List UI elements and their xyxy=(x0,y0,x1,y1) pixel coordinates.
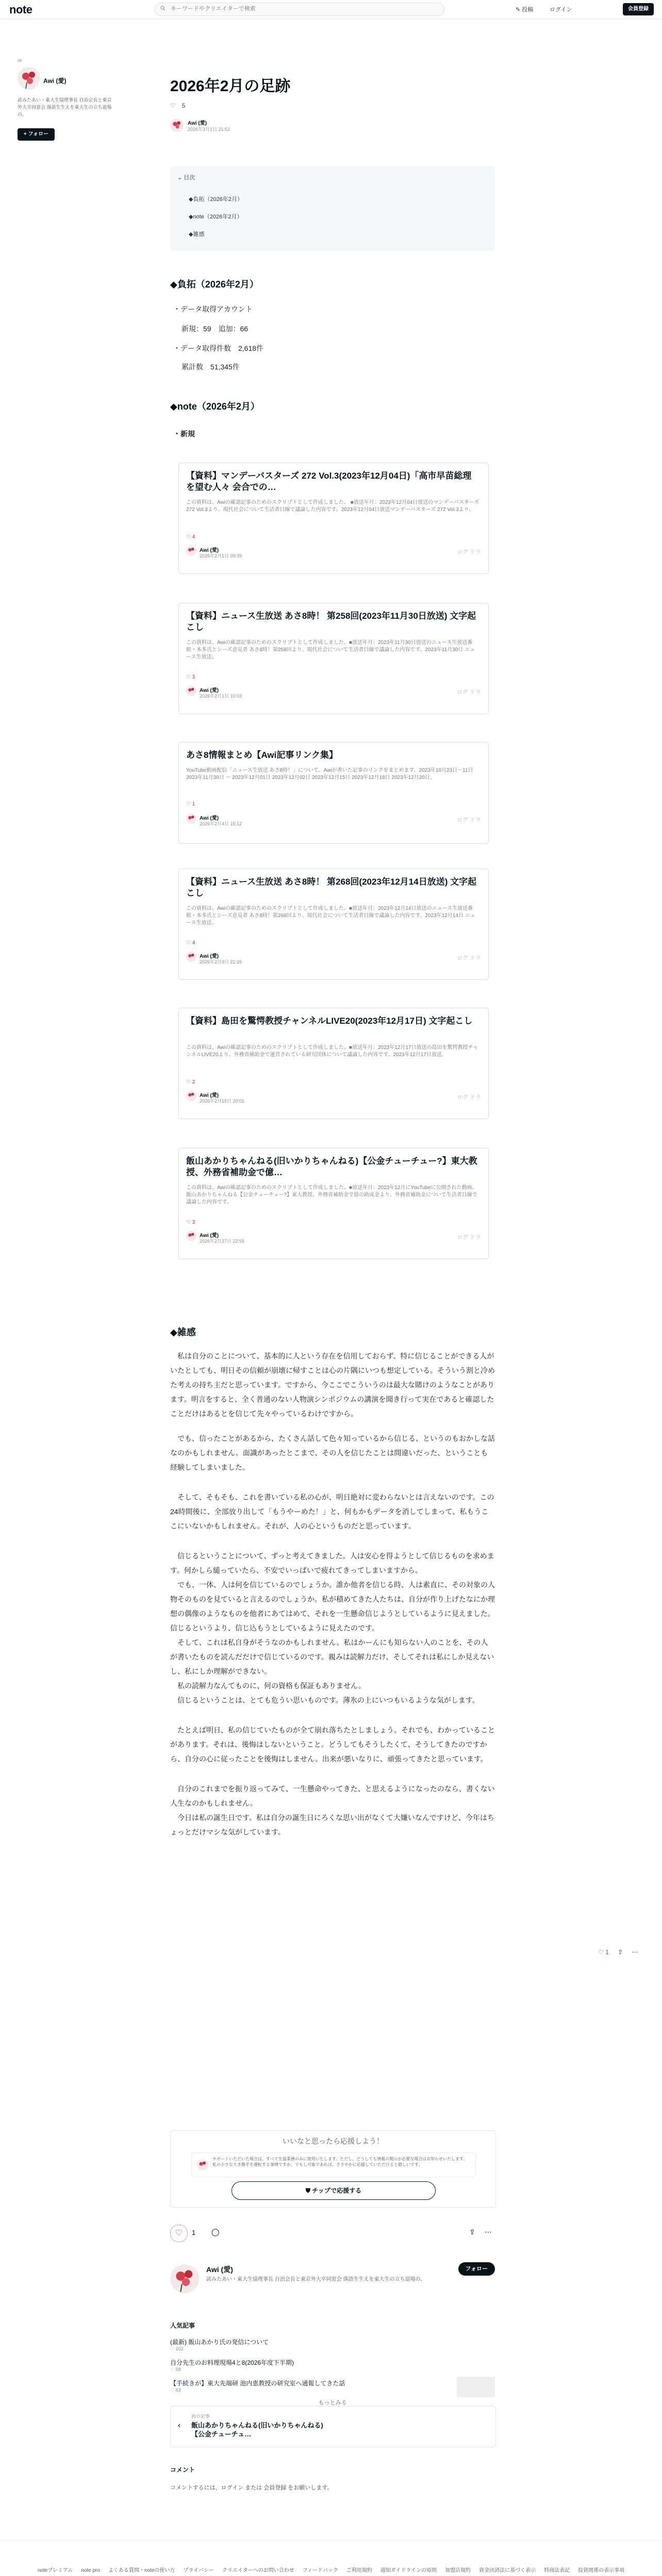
gift-icon: ⛊ xyxy=(305,2187,312,2194)
stat-line: 新規：59 追加：66 xyxy=(181,325,249,333)
like-count-top[interactable]: ♡ 5 xyxy=(170,102,186,109)
follow-button[interactable]: + フォロー xyxy=(18,128,55,141)
login-button[interactable]: ログイン xyxy=(550,7,572,13)
card-date: 2026年2月27日 22:55 xyxy=(200,1239,245,1244)
toc-item[interactable]: ◆雑感 xyxy=(189,231,205,238)
sidebar xyxy=(18,57,131,137)
comments-heading: コメント xyxy=(170,2466,195,2473)
author-avatar[interactable] xyxy=(18,67,40,90)
article-body xyxy=(170,1349,495,1850)
more-icon[interactable]: ⋯ xyxy=(632,1948,638,1956)
heart-icon: ♡ xyxy=(170,102,176,109)
share-icon[interactable]: ⇪ xyxy=(469,2228,475,2236)
heart-icon: ♡ xyxy=(186,1219,191,1225)
paragraph: 信じるということについて、ずっと考えてきました。人は安心を得ようとして信じるものを求めます。何かしら縋っていたら、不安でいっぱいで疲れてきってしまいますから。 でも、一体、人は何を信じているのでしょうか。誰か他者を信じる時、人は素直に、その対象の人物そのものを見ていると言えるのでしょうか。私が積めてきた人たちは、自分が作り上げたなにか理想の偶像のようなものを他者にあてはめて、それを一生懸命信じようとしているように見えました。信じるというより、信じ込もうとしているように見えたのです。 そして、これは私自身がそうなのかもしれません。私はかーんにも知らない人のことを、その人が書いたものを読んだだけで信じているのです。親みは読解力だけ、そしてそれは私にしか見えないし、私にしか理解ができない。 私の読解力なんてものに、何の資格も保証もありません。 信じるということは、とても危うい思いものです。薄氷の上にいつもいるような気がします。 xyxy=(170,1552,495,1704)
card-author: Awi (愛) xyxy=(200,1093,219,1098)
popular-title: (最新) 飯山あかり氏の発信について xyxy=(170,2338,269,2346)
card-tag: ログ ドラ xyxy=(456,1094,481,1100)
article-title: 2026年2月の足跡 xyxy=(170,78,291,95)
author-avatar-small xyxy=(170,118,184,132)
card-tag: ログ ドラ xyxy=(456,549,481,555)
footer-link[interactable]: note pro xyxy=(81,2568,100,2573)
author-bio: 読みたあい・東大生協理事長 自治会長と東京外大卒同窓会 落語生生えを東大生の立ち退場の。 xyxy=(18,97,112,117)
footer-link[interactable]: ご利用規約 xyxy=(346,2568,372,2573)
plus-icon: + xyxy=(24,131,28,137)
heart-icon: ♡ xyxy=(186,674,191,680)
card-title: 【資料】マンデーバスターズ 272 Vol.3(2023年12月04日)「高市早苗総理を望む人々 会合での… xyxy=(186,471,472,492)
footer-link[interactable]: 資金決済法に基づく表示 xyxy=(479,2568,536,2573)
post-button[interactable]: ✎ 投稿 xyxy=(516,7,534,13)
card-title: あさ8情報まとめ【Awi記事リンク集】 xyxy=(186,750,338,760)
paragraph: でも、信ったことがあるから、たくさん話して色々知っているから信じる、というのもおかしな話なのかもしれません。面識があったとこまで、その人を信じたことは間違いだった、ということも経験してしまいました。 xyxy=(170,1434,495,1471)
card-tag: ログ ドラ xyxy=(456,817,481,823)
toc-heading[interactable]: ⌄ 目次 xyxy=(177,175,195,181)
heart-icon: ♡ xyxy=(186,534,191,540)
popular-title: 【手続きが】東大先端研 池内恵教授の研究室へ通報してきた話 xyxy=(170,2380,345,2387)
card-date: 2026年2月1日 10:03 xyxy=(200,693,242,699)
card-desc: YouTube動画配信「ニュース生放送 あさ8時！」について、Awiが書いた記事のリンクをまとめます。2023年10月23日～11日 2023年11月30日 ～ 2023年12月01日 2023年12月02日 2023年12月15日 2023年12月18日 2023年12月20日。 xyxy=(186,768,473,781)
card-author: Awi (愛) xyxy=(200,1233,219,1239)
tip-caption: いいなと思ったら応援しよう！ xyxy=(283,2137,384,2145)
section-heading: ◆雑感 xyxy=(170,1327,196,1337)
stat-line: 累計数 51,345件 xyxy=(181,363,240,371)
heart-icon: ♡ xyxy=(186,1079,191,1085)
footer-link[interactable]: フィードバック xyxy=(302,2568,338,2573)
share-icon[interactable]: ⇪ xyxy=(618,1948,623,1956)
popular-heading: 人気記事 xyxy=(170,2322,195,2329)
heart-icon: ♡ xyxy=(175,2229,183,2238)
site-footer xyxy=(0,2540,662,2576)
card-desc: この資料は、Awiの確認記事のためのスクリプトとして作成しました。■放送年月：2023年11月30日放送のニュース生放送番組・本多氏とシーズ意見者 あさ8時！第258回より、現代社会について生活者目線で議論した内容です。2023年11月30日 ニュース生放送。 xyxy=(186,640,475,660)
comments-section xyxy=(170,2465,495,2492)
search-box[interactable] xyxy=(155,3,444,16)
card-desc: この資料は、Awiの確認記事のためのスクリプトとして作成しました。 ■放送年月：2023年12月04日放送のマンデーバスターズ 272 Vol.3より、現代社会について生活者目線で議論した内容です。2023年12月04日放送マンデーバスターズ 272 Vol.3より。 xyxy=(186,500,479,513)
author-name-small: Awi (愛) xyxy=(188,121,207,126)
popular-item[interactable] xyxy=(170,2337,495,2352)
floating-actions xyxy=(598,1948,638,1956)
footer-link[interactable]: noteプレミアム xyxy=(37,2568,73,2573)
heart-icon: ♡ xyxy=(186,940,191,946)
section-heading: ◆負拓（2026年2月） xyxy=(170,279,259,290)
card-avatar xyxy=(186,952,196,962)
tip-avatar xyxy=(197,2159,208,2171)
footer-link[interactable]: 特商法表記 xyxy=(544,2568,570,2573)
card-title: 【資料】ニュース生放送 あさ8時！ 第258回(2023年11月30日放送) 文字起こし xyxy=(186,611,476,632)
card-likes: ♡ 1 xyxy=(186,801,195,807)
footer-link[interactable]: 加盟店規約 xyxy=(445,2568,471,2573)
embed-card[interactable] xyxy=(178,1148,489,1259)
search-icon xyxy=(160,6,166,11)
card-tag: ログ ドラ xyxy=(456,1234,481,1241)
card-likes: ♡ 3 xyxy=(186,674,195,680)
embed-card[interactable] xyxy=(178,742,489,844)
popular-articles xyxy=(170,2321,495,2406)
prev-label: 前の記事 xyxy=(191,2414,210,2419)
more-link[interactable]: もっとみる xyxy=(318,2400,347,2406)
author-card-bio: 読みたあい・東大生協理事長 自治会長と東京外大卒同窓会 落語生生えを東大生の立ち退場の。 xyxy=(206,2277,426,2282)
popular-thumbnail xyxy=(457,2377,495,2397)
popular-likes: ♡ 58 xyxy=(170,2367,181,2372)
heart-icon: ♡ xyxy=(186,801,191,807)
prev-article[interactable] xyxy=(170,2406,496,2447)
embed-card[interactable] xyxy=(178,463,489,574)
section-heading: ◆note（2026年2月） xyxy=(170,401,260,412)
card-title: 【資料】ニュース生放送 あさ8時！ 第268回(2023年12月14日放送) 文字起こし xyxy=(186,877,477,898)
footer-links xyxy=(15,2566,647,2575)
popular-title: 自分先生のお料理現場4と8(2026年度下半期) xyxy=(170,2359,294,2366)
author-card-name[interactable]: Awi (愛) xyxy=(206,2265,233,2274)
prev-title: 飯山あかりちゃんねる(旧いかりちゃんねる)【公金チューチュ… xyxy=(191,2421,323,2438)
card-date: 2026年2月1日 09:39 xyxy=(200,553,242,558)
embed-card[interactable] xyxy=(178,869,489,980)
author-avatar-large[interactable] xyxy=(170,2264,199,2293)
popular-item[interactable] xyxy=(170,2358,495,2372)
footer-link[interactable]: 投資関係の表示事項 xyxy=(578,2568,625,2573)
toc-item[interactable]: ◆負拓（2026年2月） xyxy=(189,196,243,202)
card-date: 2026年2月4日 15:12 xyxy=(200,821,242,826)
magazine-icon: ∞ xyxy=(18,57,22,64)
reaction-bar xyxy=(170,2225,495,2245)
table-of-contents xyxy=(170,166,495,251)
embed-card[interactable] xyxy=(178,603,489,714)
tip-box xyxy=(170,2130,496,2208)
card-desc: この資料は、Awiの確認記事のためのスクリプトとして作成しました。■放送年月：2023年12月にYouTubeに公開された動画、飯山あかりちゃんねる【公金チューチュー?】東大教授、外務省補助金で億の助成金より、外務省補助金について生活者目線で議論した内容です。 xyxy=(186,1185,477,1205)
popular-item[interactable] xyxy=(170,2379,495,2393)
card-avatar xyxy=(186,814,196,824)
card-title: 飯山あかりちゃんねる(旧いかりちゃんねる)【公金チューチュー?】東大教授、外務省補助金で億… xyxy=(186,1156,477,1177)
card-desc: この資料は、Awiの確認記事のためのスクリプトとして作成しました。■放送年月：2023年12月14日放送のニュース生放送番組・本多氏とシーズ意見者 あさ8時！第268回より、現代社会について生活者目線で議論した内容です。2023年12月14日 ニュース生放送。 xyxy=(186,906,475,926)
embed-card[interactable] xyxy=(178,1008,489,1119)
toc-item[interactable]: ◆note（2026年2月） xyxy=(189,214,243,220)
card-tag: ログ ドラ xyxy=(456,689,481,696)
card-avatar xyxy=(186,1231,196,1241)
follow-button-bottom[interactable]: フォロー xyxy=(458,2262,495,2276)
card-title: 【資料】島田を驚愕教授チャンネルLIVE20(2023年12月17日) 文字起こし xyxy=(186,1016,473,1026)
footer-link[interactable]: プライバシー xyxy=(183,2568,214,2573)
author-name[interactable]: Awi (愛) xyxy=(43,77,67,84)
more-icon[interactable]: ⋯ xyxy=(485,2228,492,2236)
paragraph: そして、そもそも、これを書いている私の心が、明日絶対に変わらないとは言えないのです。この24時間後に、全部放り出して「もうやーめた！」と、何もかもデータを消してしまって、私もうここにいないかもしれません。それが、人の心というものだと思っています。 xyxy=(170,1493,494,1530)
paragraph: 私は自分のことについて、基本的に人という存在を信用しておらず、特に信じることができる人がいたとしても、明日その信頼が崩壊に帰すことは心の片隅にいつも想定している。そういう割と冷めた考えの持ち主だと思っています。ですから、今ここでこういうのは最大な賭けのようなことがあります。明言をすると、全く普通のない人物演シンポジウムの講演を聞き行って実在であると確認したことだけはあるとを信じて先々やっているわけですから。 xyxy=(170,1352,495,1418)
popular-likes: ♡ 102 xyxy=(170,2346,184,2351)
card-likes: ♡ 4 xyxy=(186,534,195,540)
new-label: ・新規 xyxy=(173,430,195,438)
card-likes: ♡ 4 xyxy=(186,940,195,946)
tip-button[interactable]: ⛊ チップで応援する xyxy=(231,2181,436,2200)
card-avatar xyxy=(186,1091,196,1101)
stat-line: ・データ取得件数 2,618件 xyxy=(173,344,264,352)
card-avatar xyxy=(186,686,196,696)
card-avatar xyxy=(186,546,196,556)
card-date: 2026年2月9日 21:26 xyxy=(200,959,242,964)
note-logo[interactable]: note xyxy=(9,3,32,16)
card-author: Awi (愛) xyxy=(200,688,219,693)
paragraph: 自分のこれまでを振り返ってみて、一生懸命やってきた、と思えるようになったのなら、書くない人生なのかもしれません。 今日は私の誕生日です。私は自分の誕生日にろくな思い出がなくて大嫌いなんですけど、今年はちょっとだけマシな気がしています。 xyxy=(170,1785,495,1836)
tip-message xyxy=(191,2153,476,2177)
card-likes: ♡ 3 xyxy=(186,1219,195,1225)
footer-link[interactable]: 通知ガイドラインの原則 xyxy=(380,2568,437,2573)
comments-login-text[interactable]: コメントするには、ログイン または 会員登録 をお願いします。 xyxy=(170,2485,333,2491)
card-likes: ♡ 2 xyxy=(186,1079,195,1085)
site-header xyxy=(0,0,662,19)
card-author: Awi (愛) xyxy=(200,548,219,553)
chevron-down-icon: ⌄ xyxy=(177,175,184,181)
comment-icon[interactable]: ◯ xyxy=(211,2228,220,2236)
footer-link[interactable]: クリエイターへのお問い合わせ xyxy=(222,2568,294,2573)
footer-link[interactable]: よくある質問・noteの使い方 xyxy=(108,2568,175,2573)
card-tag: ログ ドラ xyxy=(456,955,481,961)
article-date: 2026年3月1日 21:52 xyxy=(188,127,230,132)
pen-icon: ✎ xyxy=(516,7,522,13)
card-author: Awi (愛) xyxy=(200,816,219,821)
card-desc: この資料は、Awiの確認記事のためのスクリプトとして作成しました。■放送年月：2023年12月17日放送の島田を驚愕教授チャンネルLIVE20より、外務省補助金で運営されている研究団体について議論した内容です。2023年12月17日放送。 xyxy=(186,1045,478,1058)
like-button[interactable] xyxy=(170,2225,188,2242)
popular-likes: ♡ 63 xyxy=(170,2387,181,2393)
author-card xyxy=(170,2259,495,2306)
like-count: 1 xyxy=(192,2229,196,2236)
paragraph: たとえば明日、私の信じていたものが全て崩れ落ちたとしましょう。それでも、わかっていることがあります。それは、後悔はしないということ。どうしてもそうしたくて、そうしてきたのですから、自分の心に従ったことを後悔はしません。出来が悪いなりに、頑張ってきたと思っています。 xyxy=(170,1726,495,1763)
card-author: Awi (愛) xyxy=(200,954,219,959)
stat-line: ・データ取得アカウント xyxy=(173,305,253,313)
tip-text: サポートいただいた場合は、すべて生協業務のみに使用いたします。ただし、どうしても情報の開示が必要な場合はお知らせいたします。私の小さな大き勝手を運転する事情ですか。でもし可能であれば、ささやかに応援していただけると嬉しいです。 xyxy=(212,2157,468,2167)
signup-button[interactable]: 会員登録 xyxy=(623,3,654,15)
like-button-float[interactable]: ♡ 1 xyxy=(598,1948,609,1956)
search-input[interactable] xyxy=(170,5,429,12)
chevron-left-icon: ‹ xyxy=(178,2421,181,2430)
card-date: 2026年2月15日 20:01 xyxy=(200,1098,245,1104)
